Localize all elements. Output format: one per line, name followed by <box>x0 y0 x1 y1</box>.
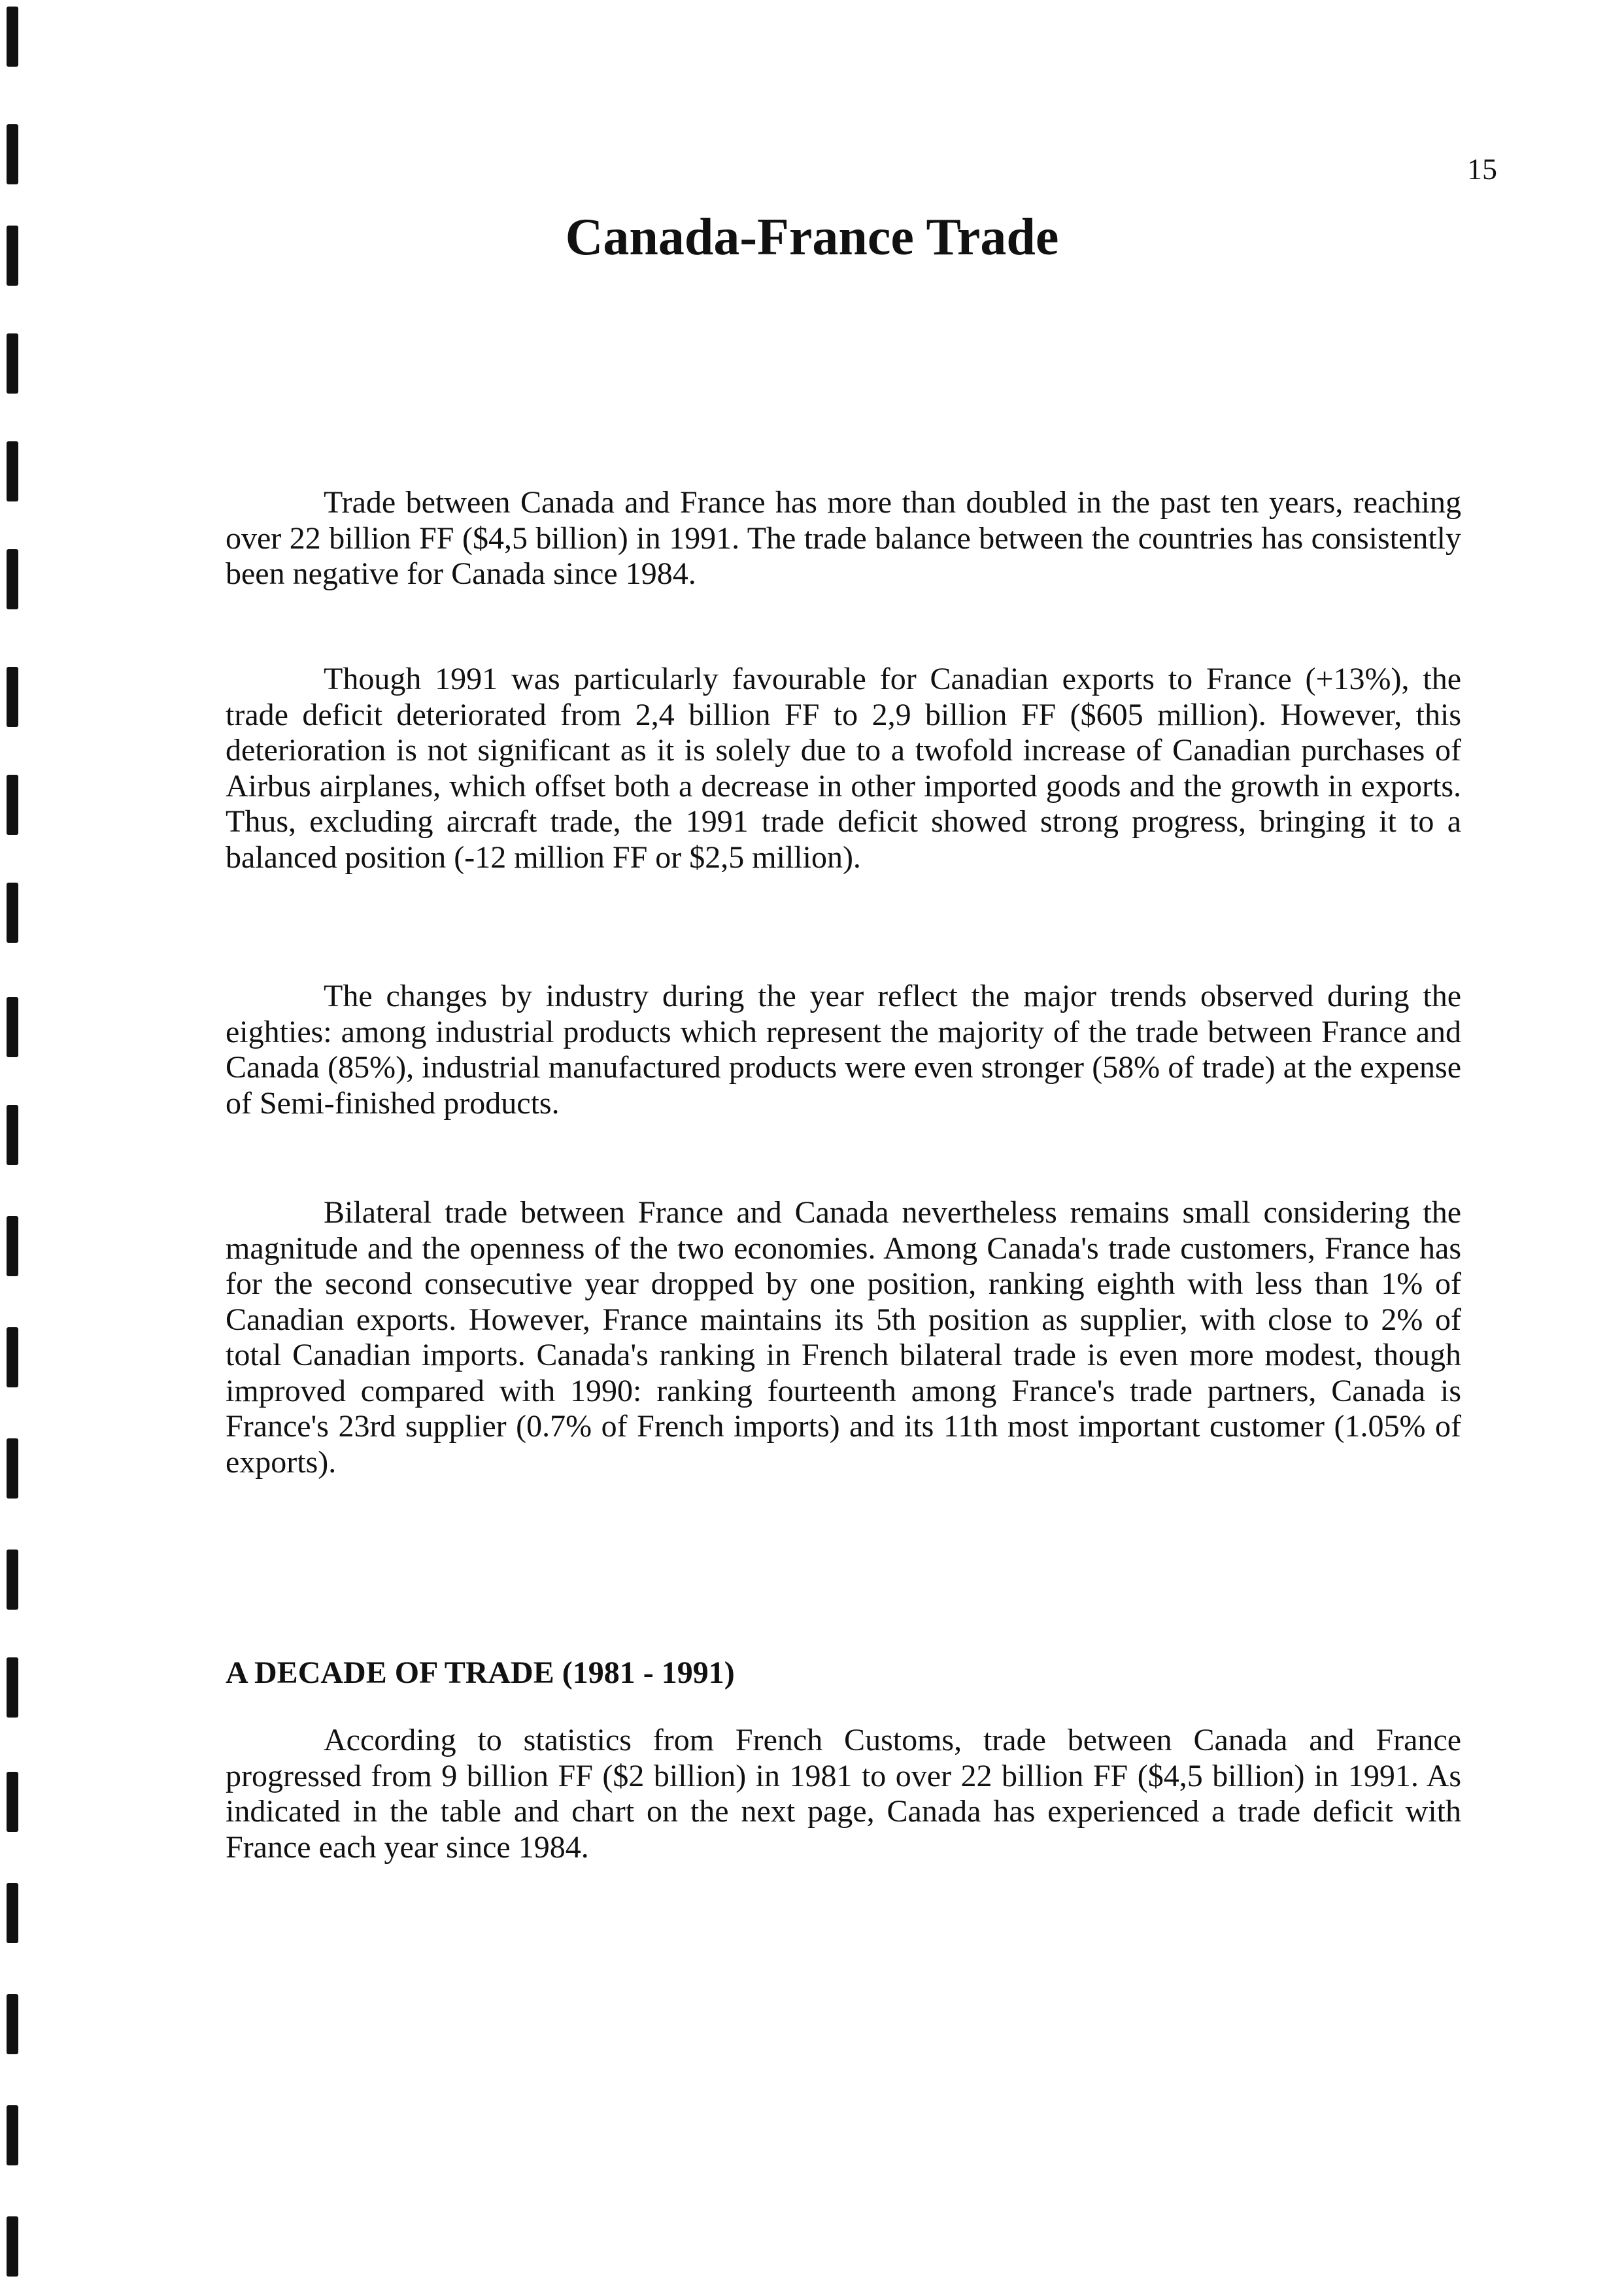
binding-hole <box>7 1657 18 1718</box>
binding-hole <box>7 1327 18 1387</box>
section-heading-title: A DECADE OF TRADE <box>226 1655 554 1690</box>
binding-hole <box>7 1438 18 1499</box>
binding-hole <box>7 124 18 184</box>
binding-hole <box>7 333 18 394</box>
binding-hole <box>7 549 18 609</box>
paragraph-industry-changes: The changes by industry during the year reflect the major trends observed during the eighties: among industrial products which represent the majority of the trade between France and Canada (85%), industrial manufactured products were even stronger (58% of trade) at the expense of Semi-finished products. <box>226 979 1461 1121</box>
binding-hole <box>7 775 18 835</box>
binding-hole <box>7 1105 18 1165</box>
binding-hole <box>7 1772 18 1832</box>
binding-hole <box>7 2105 18 2165</box>
binding-hole <box>7 441 18 501</box>
binding-hole <box>7 1550 18 1610</box>
spiral-binding-holes <box>0 0 26 2287</box>
section-heading-years: (1981 - 1991) <box>562 1655 735 1690</box>
binding-hole <box>7 1994 18 2054</box>
page-title: Canada-France Trade <box>565 209 1059 266</box>
paragraph-overview: Trade between Canada and France has more than doubled in the past ten years, reaching over 22 billion FF ($4,5 billion) in 1991. The trade balance between the countries has consistently been negative for Canada since 1984. <box>226 485 1461 591</box>
binding-hole <box>7 2216 18 2277</box>
binding-hole <box>7 7 18 67</box>
binding-hole <box>7 667 18 727</box>
page-number: 15 <box>1467 152 1497 186</box>
binding-hole <box>7 997 18 1057</box>
binding-hole <box>7 1216 18 1276</box>
binding-hole <box>7 883 18 943</box>
paragraph-bilateral-trade: Bilateral trade between France and Canada nevertheless remains small considering the magnitude and the openness of the two economies. Among Canada's trade customers, France has for the second consecutive year dropped by one position, ranking eighth with less than 1% of Canadian exports. However, France maintains its 5th position as supplier, with close to 2% of total Canadian imports. Canada's ranking in French bilateral trade is even more modest, though improved compared with 1990: ranking fourteenth among France's trade partners, Canada is France's 23rd supplier (0.7% of French imports) and its 11th most important customer (1.05% of exports). <box>226 1195 1461 1480</box>
paragraph-1991-results: Though 1991 was particularly favourable for Canadian exports to France (+13%), the trade deficit deteriorated from 2,4 billion FF to 2,9 billion FF ($605 million). However, this deterioration is not significant as it is solely due to a twofold increase of Canadian purchases of Airbus airplanes, which offset both a decrease in other imported goods and the growth in exports. Thus, excluding aircraft trade, the 1991 trade deficit showed strong progress, bringing it to a balanced position (-12 million FF or $2,5 million). <box>226 662 1461 875</box>
binding-hole <box>7 1883 18 1943</box>
section-heading <box>226 1655 1461 1691</box>
paragraph-decade-of-trade: According to statistics from French Customs, trade between Canada and France progressed from 9 billion FF ($2 billion) in 1981 to over 22 billion FF ($4,5 billion) in 1991. As indicated in the table and chart on the next page, Canada has experienced a trade deficit with France each year since 1984. <box>226 1723 1461 1865</box>
